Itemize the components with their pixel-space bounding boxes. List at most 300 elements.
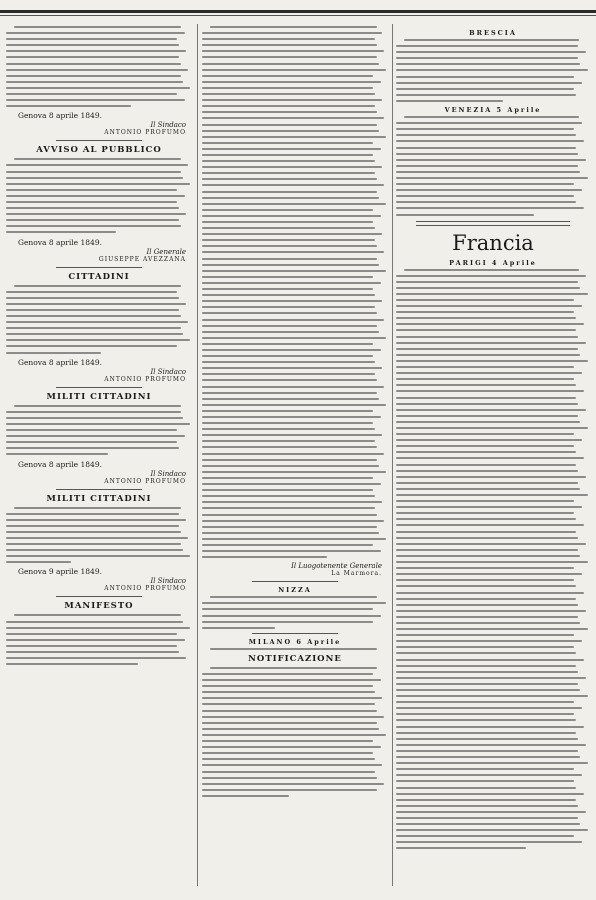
text-line: [202, 777, 377, 779]
text-line: [404, 269, 579, 271]
text-line: [202, 544, 373, 546]
text-line: [202, 373, 375, 375]
text-line: [202, 679, 381, 681]
signature-title: Il Sindaco: [150, 577, 186, 586]
text-line: [202, 697, 382, 699]
body-text: [396, 116, 590, 216]
text-line: [202, 197, 379, 199]
text-line: [202, 276, 373, 278]
body-text: [202, 596, 388, 628]
body-text: [6, 26, 192, 107]
signature-name: La Marmora.: [331, 570, 382, 578]
text-line: [396, 634, 574, 636]
text-line: [202, 602, 386, 604]
text-line: [396, 561, 588, 563]
text-line: [6, 519, 186, 521]
text-line: [6, 639, 185, 641]
text-line: [396, 677, 586, 679]
text-line: [202, 209, 373, 211]
body-text: [6, 614, 192, 665]
text-line: [202, 379, 377, 381]
text-line: [202, 215, 381, 217]
text-line: [396, 445, 574, 447]
text-line: [202, 783, 384, 785]
text-line: [6, 44, 179, 46]
text-line: [396, 372, 582, 374]
text-line: [202, 124, 377, 126]
text-line: [202, 233, 382, 235]
text-line: [6, 38, 177, 40]
text-line: [202, 99, 382, 101]
text-line: [6, 663, 138, 665]
text-line: [6, 99, 185, 101]
text-line: [396, 555, 580, 557]
text-line: [6, 525, 179, 527]
text-line: [6, 435, 185, 437]
text-line: [396, 628, 588, 630]
text-line: [6, 657, 186, 659]
text-line: [396, 342, 586, 344]
text-line: [6, 75, 181, 77]
separator: [56, 596, 142, 597]
text-line: [396, 817, 578, 819]
section-heading-cittadini: CITTADINI: [68, 271, 130, 282]
text-line: [202, 50, 384, 52]
text-line: [396, 82, 582, 84]
text-line: [202, 507, 375, 509]
text-line: [14, 614, 181, 616]
text-line: [210, 667, 377, 669]
text-line: [396, 811, 586, 813]
section-heading-francia: Francia: [452, 230, 534, 255]
separator: [56, 140, 142, 141]
text-line: [202, 453, 384, 455]
text-line: [396, 531, 576, 533]
text-line: [202, 746, 381, 748]
text-line: [396, 744, 586, 746]
body-text: [6, 285, 192, 354]
text-line: [202, 306, 375, 308]
text-line: [396, 366, 574, 368]
text-line: [202, 32, 382, 34]
text-line: [6, 63, 181, 65]
section-heading-nizza: NIZZA: [278, 586, 312, 595]
text-line: [6, 297, 179, 299]
text-line: [202, 428, 375, 430]
text-line: [6, 164, 188, 166]
text-line: [202, 691, 375, 693]
text-line: [202, 501, 382, 503]
signature-title: Il Sindaco: [150, 469, 186, 478]
text-line: [396, 805, 578, 807]
text-line: [202, 532, 379, 534]
text-line: [202, 44, 377, 46]
text-line: [6, 201, 177, 203]
text-line: [202, 392, 377, 394]
body-text: [202, 26, 388, 558]
text-line: [202, 752, 373, 754]
text-line: [396, 701, 574, 703]
text-line: [6, 195, 185, 197]
text-line: [202, 495, 375, 497]
text-line: [202, 87, 373, 89]
text-line: [396, 524, 584, 526]
text-line: [396, 835, 574, 837]
column-divider: [392, 24, 393, 886]
text-line: [396, 707, 582, 709]
text-line: [202, 270, 386, 272]
text-line: [6, 81, 183, 83]
text-line: [6, 56, 179, 58]
text-line: [396, 397, 576, 399]
text-line: [202, 459, 377, 461]
text-line: [396, 738, 578, 740]
text-line: [6, 327, 181, 329]
text-line: [14, 507, 181, 509]
text-line: [396, 847, 526, 849]
text-line: [396, 604, 578, 606]
text-line: [6, 549, 183, 551]
text-line: [202, 734, 386, 736]
text-line: [6, 291, 177, 293]
text-line: [202, 69, 386, 71]
text-line: [396, 317, 576, 319]
text-line: [396, 585, 576, 587]
text-line: [202, 172, 375, 174]
text-line: [396, 177, 588, 179]
text-line: [396, 732, 576, 734]
text-line: [202, 627, 275, 629]
text-line: [396, 134, 576, 136]
dateline: Genova 8 aprile 1849.: [18, 459, 102, 469]
text-line: [202, 716, 384, 718]
text-line: [396, 726, 584, 728]
text-line: [396, 646, 574, 648]
text-line: [202, 722, 377, 724]
text-line: [396, 719, 576, 721]
text-line: [202, 130, 379, 132]
text-line: [202, 251, 384, 253]
text-line: [396, 88, 574, 90]
text-line: [202, 111, 377, 113]
separator: [252, 633, 338, 634]
signature-title: Il Sindaco: [150, 121, 186, 130]
text-line: [6, 171, 181, 173]
text-line: [6, 309, 179, 311]
text-line: [396, 500, 574, 502]
text-line: [6, 453, 108, 455]
text-line: [396, 457, 584, 459]
text-line: [14, 158, 181, 160]
text-line: [202, 349, 381, 351]
text-line: [202, 489, 373, 491]
section-heading-militi: MILITI CITTADINI: [46, 391, 152, 402]
text-line: [396, 567, 574, 569]
text-line: [202, 337, 386, 339]
body-text: [202, 648, 388, 650]
text-line: [6, 561, 71, 563]
text-line: [202, 703, 375, 705]
text-line: [202, 615, 381, 617]
text-line: [6, 213, 186, 215]
text-line: [202, 410, 373, 412]
text-line: [6, 513, 179, 515]
text-line: [396, 94, 576, 96]
text-line: [396, 695, 588, 697]
text-line: [6, 555, 190, 557]
text-line: [210, 596, 377, 598]
text-line: [202, 184, 384, 186]
text-line: [6, 339, 190, 341]
dateline-milano: MILANO 6 Aprile: [248, 637, 342, 646]
text-line: [6, 352, 101, 354]
text-line: [396, 665, 576, 667]
text-line: [6, 543, 181, 545]
text-line: [6, 183, 190, 185]
text-line: [202, 740, 373, 742]
text-line: [6, 627, 190, 629]
text-line: [396, 543, 586, 545]
text-line: [202, 416, 381, 418]
separator: [56, 387, 142, 388]
text-line: [202, 239, 375, 241]
text-line: [202, 440, 375, 442]
text-line: [396, 774, 582, 776]
text-line: [396, 787, 576, 789]
text-line: [396, 573, 582, 575]
text-line: [202, 477, 373, 479]
text-line: [14, 405, 181, 407]
text-line: [396, 305, 582, 307]
text-line: [202, 465, 379, 467]
text-line: [6, 231, 116, 233]
text-line: [202, 514, 377, 516]
text-line: [396, 506, 582, 508]
text-line: [202, 538, 386, 540]
text-line: [202, 758, 375, 760]
text-line: [202, 471, 386, 473]
text-line: [6, 621, 183, 623]
text-line: [202, 319, 384, 321]
text-line: [202, 367, 382, 369]
text-line: [396, 100, 503, 102]
section-heading-brescia: BRESCIA: [469, 29, 517, 37]
text-line: [396, 652, 576, 654]
text-line: [396, 762, 588, 764]
text-line: [202, 520, 384, 522]
text-line: [396, 354, 580, 356]
text-line: [202, 178, 377, 180]
text-line: [396, 518, 576, 520]
text-line: [6, 105, 131, 107]
text-line: [396, 823, 580, 825]
text-line: [202, 434, 382, 436]
text-line: [396, 122, 582, 124]
text-line: [202, 160, 375, 162]
text-line: [202, 117, 384, 119]
text-line: [396, 299, 574, 301]
text-line: [396, 610, 586, 612]
text-line: [396, 841, 582, 843]
text-line: [396, 147, 576, 149]
text-line: [396, 799, 576, 801]
text-line: [202, 203, 386, 205]
text-line: [202, 795, 289, 797]
text-line: [6, 87, 190, 89]
column-1: [6, 26, 192, 886]
text-line: [396, 433, 574, 435]
signature-name: ANTONIO PROFUMO: [104, 585, 186, 593]
dateline: Genova 8 aprile 1849.: [18, 357, 102, 367]
text-line: [396, 750, 578, 752]
text-line: [202, 325, 377, 327]
text-line: [396, 476, 586, 478]
text-line: [396, 51, 586, 53]
signature-title: Il Luogotenente Generale: [291, 562, 382, 571]
section-heading-notificazione: NOTIFICAZIONE: [248, 653, 342, 664]
text-line: [202, 398, 379, 400]
text-line: [202, 361, 375, 363]
text-line: [6, 333, 183, 335]
text-line: [396, 780, 574, 782]
text-line: [404, 116, 579, 118]
text-line: [396, 159, 586, 161]
text-line: [396, 189, 582, 191]
text-line: [202, 105, 375, 107]
text-line: [396, 69, 588, 71]
text-line: [202, 191, 377, 193]
dateline-venezia: VENEZIA 5 Aprile: [444, 106, 542, 115]
signature-title: Il Sindaco: [150, 367, 186, 376]
text-line: [396, 214, 534, 216]
text-line: [396, 57, 578, 59]
text-line: [396, 689, 580, 691]
text-line: [396, 592, 584, 594]
text-line: [202, 550, 381, 552]
text-line: [6, 441, 177, 443]
dateline-parigi: PARIGI 4 Aprile: [449, 258, 537, 267]
text-line: [396, 659, 584, 661]
text-line: [6, 417, 183, 419]
text-line: [202, 483, 381, 485]
text-line: [202, 728, 379, 730]
text-line: [202, 343, 373, 345]
text-line: [396, 201, 576, 203]
text-line: [6, 651, 179, 653]
text-line: [202, 258, 377, 260]
text-line: [396, 378, 574, 380]
signature-name: ANTONIO PROFUMO: [104, 375, 186, 383]
text-line: [396, 470, 578, 472]
text-line: [6, 537, 188, 539]
text-line: [202, 673, 373, 675]
text-line: [202, 288, 373, 290]
masthead-rule: [0, 10, 596, 13]
text-line: [6, 345, 177, 347]
text-line: [202, 148, 381, 150]
text-line: [396, 829, 588, 831]
text-line: [202, 404, 386, 406]
text-line: [6, 423, 190, 425]
text-line: [202, 81, 381, 83]
separator: [56, 489, 142, 490]
text-line: [396, 512, 574, 514]
text-line: [6, 207, 179, 209]
text-line: [202, 771, 375, 773]
text-line: [6, 303, 186, 305]
text-line: [396, 427, 588, 429]
column-2: [202, 26, 388, 886]
text-line: [202, 312, 377, 314]
text-line: [396, 360, 588, 362]
text-line: [6, 219, 179, 221]
text-line: [396, 683, 578, 685]
text-line: [6, 32, 185, 34]
text-line: [202, 221, 373, 223]
text-line: [202, 142, 373, 144]
text-line: [396, 323, 584, 325]
body-text: [396, 269, 590, 850]
body-text: [396, 39, 590, 102]
column-3: [396, 26, 590, 886]
text-line: [202, 386, 384, 388]
text-line: [396, 293, 588, 295]
text-line: [396, 76, 574, 78]
body-text: [6, 405, 192, 456]
text-line: [396, 165, 578, 167]
text-line: [210, 648, 377, 650]
text-line: [14, 285, 181, 287]
text-line: [202, 63, 379, 65]
text-line: [396, 793, 584, 795]
signature-name: ANTONIO PROFUMO: [104, 129, 186, 137]
text-line: [202, 556, 327, 558]
text-line: [202, 685, 373, 687]
text-line: [396, 409, 586, 411]
text-line: [396, 128, 574, 130]
text-line: [6, 189, 177, 191]
dateline: Genova 9 aprile 1849.: [18, 567, 102, 577]
text-line: [202, 764, 382, 766]
text-line: [396, 45, 578, 47]
text-line: [202, 294, 375, 296]
text-line: [202, 93, 375, 95]
text-line: [396, 640, 582, 642]
text-line: [396, 153, 578, 155]
section-heading-manifesto: MANIFESTO: [64, 601, 134, 612]
text-line: [396, 756, 580, 758]
text-line: [202, 621, 373, 623]
text-line: [396, 488, 580, 490]
text-line: [396, 451, 576, 453]
text-line: [202, 56, 377, 58]
text-line: [202, 789, 377, 791]
text-line: [6, 429, 177, 431]
text-line: [202, 608, 373, 610]
text-line: [396, 671, 578, 673]
text-line: [396, 622, 580, 624]
text-line: [396, 494, 588, 496]
text-line: [6, 321, 188, 323]
text-line: [396, 287, 580, 289]
text-line: [6, 225, 181, 227]
text-line: [6, 93, 177, 95]
text-line: [6, 69, 188, 71]
text-line: [396, 482, 578, 484]
text-line: [396, 195, 574, 197]
text-line: [396, 171, 580, 173]
text-line: [396, 439, 582, 441]
